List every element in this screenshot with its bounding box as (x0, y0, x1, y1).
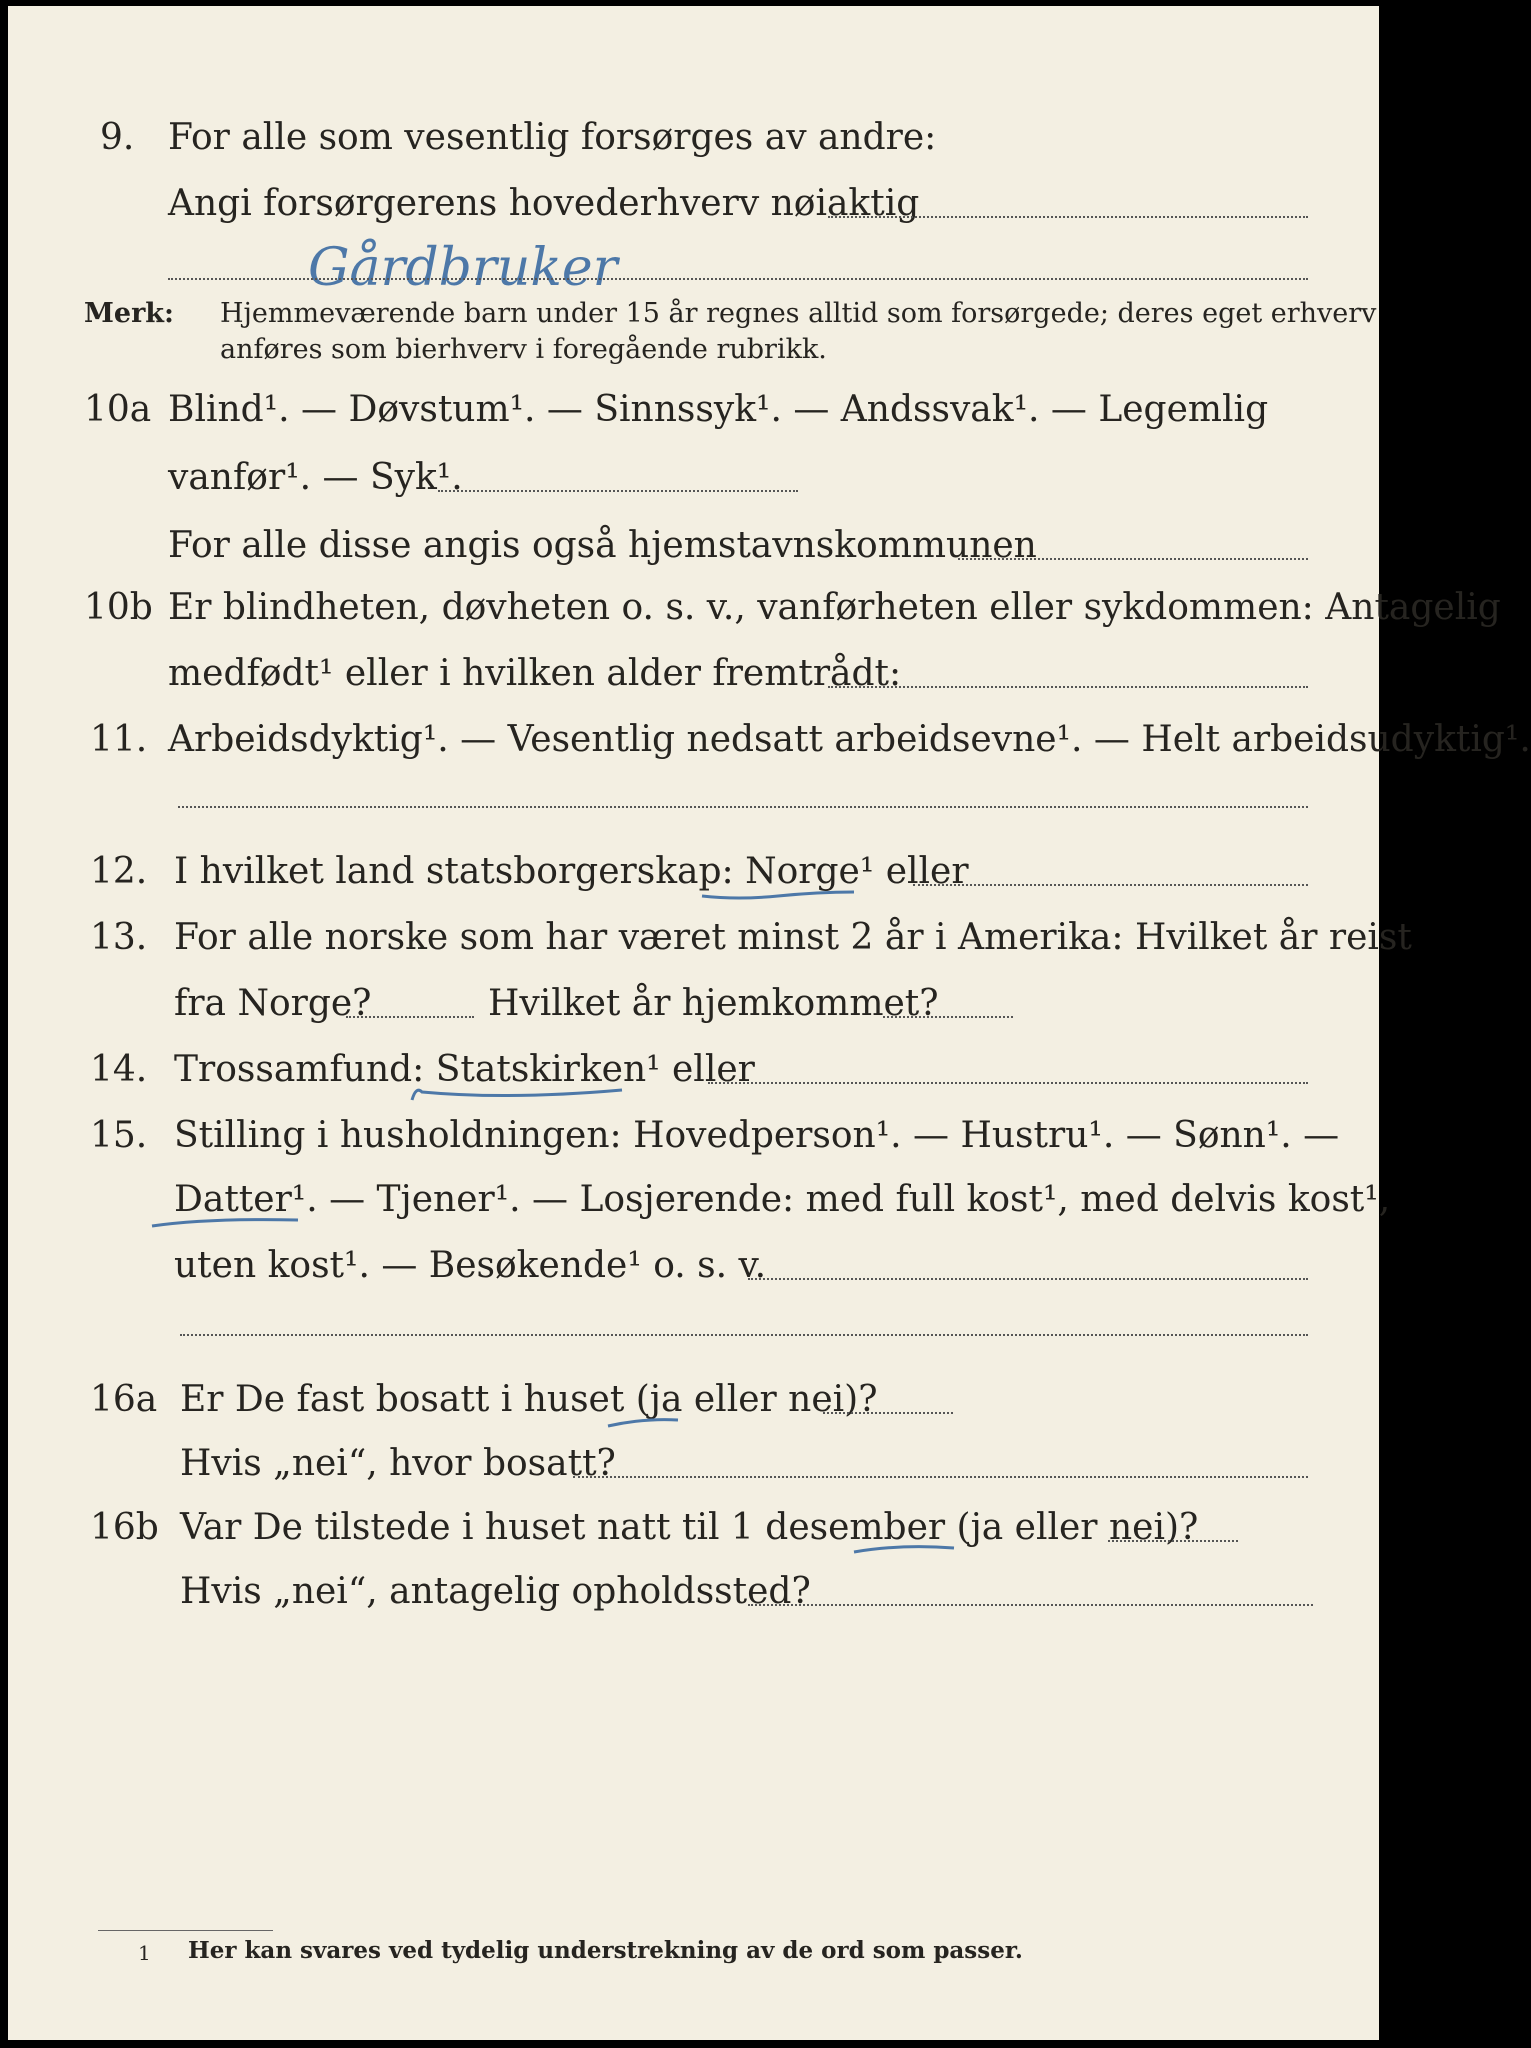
q10b-number: 10b (84, 587, 153, 628)
q10b-fill (828, 686, 1308, 688)
census-form-page (8, 6, 1531, 2040)
q16b-line2: Hvis „nei“, antagelig opholdssted? (180, 1571, 811, 1612)
q15-line3: uten kost¹. — Besøkende¹ o. s. v. (174, 1245, 767, 1286)
q14-number: 14. (90, 1049, 148, 1090)
q11-number: 11. (90, 719, 148, 760)
q10b-line1: Er blindheten, døvheten o. s. v., vanførheten eller sykdommen: Antagelig (168, 587, 1501, 628)
q16a-number: 16a (90, 1379, 158, 1420)
q9-handwritten-answer: Gårdbruker (308, 238, 618, 298)
q13-fill1 (346, 1016, 474, 1018)
footnote-rule (98, 1930, 273, 1931)
q11-rule (178, 806, 1308, 808)
q16b-number: 16b (90, 1507, 159, 1548)
q12-norge-underline (698, 884, 858, 904)
q16a-ja-underline (604, 1410, 684, 1434)
q10a-line3: For alle disse angis også hjemstavnskommunen (168, 525, 1037, 566)
q9-line2: Angi forsørgerens hovederhverv nøiaktig (168, 183, 920, 224)
q9-answer-line (828, 216, 1308, 218)
footnote-marker: 1 (138, 1941, 151, 1965)
q16a-fill2 (573, 1476, 1308, 1478)
q12-number: 12. (90, 851, 148, 892)
merk-line1: Hjemmeværende barn under 15 år regnes alltid som forsørgede; deres eget erhverv (220, 298, 1377, 329)
q13-number: 13. (90, 917, 148, 958)
q12-fill (913, 884, 1308, 886)
merk-line2: anføres som bierhverv i foregående rubrikk. (220, 334, 827, 365)
q10a-line1: Blind¹. — Døvstum¹. — Sinnssyk¹. — Andssvak¹. — Legemlig (168, 389, 1269, 430)
q15-line1: Stilling i husholdningen: Hovedperson¹. — Hustru¹. — Sønn¹. — (174, 1115, 1340, 1156)
q10a-line2: vanfør¹. — Syk¹. (168, 457, 463, 498)
q16b-fill1 (1108, 1540, 1238, 1542)
q16a-line1: Er De fast bosatt i huset (ja eller nei)? (180, 1379, 878, 1420)
q14-line1: Trossamfund: Statskirken¹ eller (174, 1049, 755, 1090)
q15-line2: Datter¹. — Tjener¹. — Losjerende: med full kost¹, med delvis kost¹, (174, 1179, 1391, 1220)
q15-rule (180, 1334, 1308, 1336)
q16b-line1: Var De tilstede i huset natt til 1 desember (ja eller nei)? (180, 1507, 1199, 1548)
q14-fill (708, 1082, 1308, 1084)
q10a-number: 10a (84, 389, 152, 430)
q9-line1: For alle som vesentlig forsørges av andre: (168, 117, 937, 158)
q15-datter-underline (148, 1208, 308, 1234)
q16b-ja-underline (850, 1536, 960, 1560)
q10b-line2: medfødt¹ eller i hvilken alder fremtrådt: (168, 653, 902, 694)
q10a-line2-fill (438, 490, 798, 492)
q13-line2a: fra Norge? (174, 983, 372, 1024)
q15-number: 15. (90, 1115, 148, 1156)
q13-line2b: Hvilket år hjemkommet? (488, 983, 939, 1024)
q10a-line3-fill (958, 558, 1308, 560)
q16a-fill1 (823, 1412, 953, 1414)
merk-label: Merk: (84, 298, 174, 329)
q13-line1: For alle norske som har været minst 2 år i Amerika: Hvilket år reist (174, 917, 1412, 958)
q16a-line2: Hvis „nei“, hvor bosatt? (180, 1443, 616, 1484)
q12-line1: I hvilket land statsborgerskap: Norge¹ eller (174, 851, 969, 892)
q13-fill2 (883, 1016, 1013, 1018)
q9-rule (168, 278, 1308, 280)
q15-fill (748, 1278, 1308, 1280)
q9-number: 9. (100, 117, 135, 158)
footnote-text: Her kan svares ved tydelig understrekning av de ord som passer. (188, 1937, 1023, 1964)
q11-line1: Arbeidsdyktig¹. — Vesentlig nedsatt arbeidsevne¹. — Helt arbeidsudyktig¹. (168, 719, 1531, 760)
q14-statskirken-underline (408, 1078, 628, 1108)
q16b-fill2 (748, 1604, 1313, 1606)
